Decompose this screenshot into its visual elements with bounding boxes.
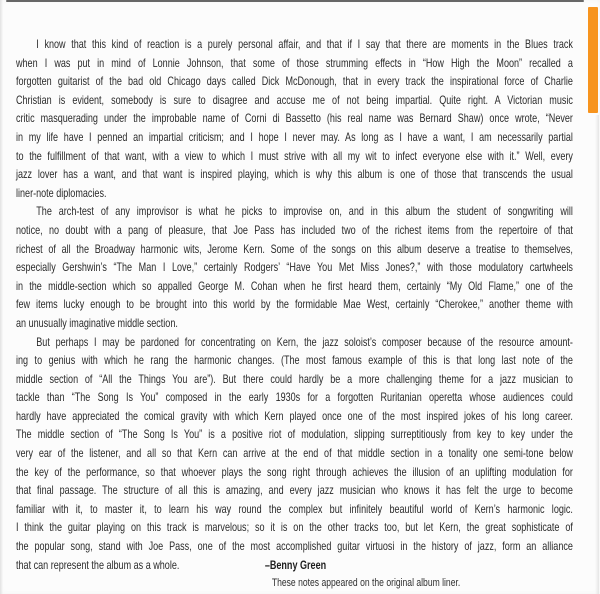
- text-line: that final passage. The structure of all this is amazing, and every jazz musician who knows it has felt the urge to become: [16, 484, 573, 498]
- text-line: The arch-test of any improvisor is what he picks to improvise on, and in this album the student of songwriting will: [36, 205, 573, 219]
- text-line: I know that this kind of reaction is a purely personal affair, and that if I say that there are moments in the Blues track: [36, 38, 573, 51]
- text-line: richest of all the Broadway harmonic wits, Jerome Kern. Some of the songs on this album deserve a treatise to themselves,: [16, 242, 573, 256]
- text-line: very ear of the listener, and all so that Kern can arrive at the end of that middle section in a tonality one semi-tone below: [16, 447, 573, 461]
- text-line: ing to genius with which he rang the harmonic changes. (The most famous example of this is that long last note of the: [16, 354, 573, 368]
- text-line: familiar with it, to master it, to learn his way round the complex but infinitely beautiful world of Kern’s harmonic logic.: [16, 502, 573, 516]
- text-line: in my life have I penned an impartial criticism; and I hope I never may. As long as I have a want, I am necessarily partial: [16, 130, 573, 144]
- text-line: critic masquerading under the improbable name of Corni di Bassetto (his real name was Bernard Shaw) once wrote, “Never: [16, 112, 573, 126]
- orange-accent-stripe: [588, 7, 598, 113]
- text-line: the key of the performance, so that whoever plays the song right through achieves the illusion of an uplifting modulation for: [16, 465, 573, 479]
- liner-notes-text: [16, 36, 573, 591]
- page-right-edge: [595, 115, 599, 594]
- text-line: liner-note diplomacies.: [16, 186, 107, 200]
- page-left-edge: [0, 0, 3, 594]
- text-line: especially Gershwin’s “The Man I Love,” certainly Rodgers’ “Have You Met Miss Jones?,” with those modulatory cartwheels: [16, 261, 573, 275]
- text-line: forgotten guitarist of the bad old Chicago days called Dick McDonough, that in every track the inspirational force of Charlie: [16, 75, 573, 89]
- text-line: I think the guitar playing on this track is marvelous; so it is on the other tracks too, but let Kern, the great sophisticate of: [16, 521, 573, 535]
- text-line: But perhaps I may be pardoned for concentrating on Kern, the jazz soloist’s composer because of the resource amount-: [36, 335, 573, 349]
- text-line: jazz lover has a want, and that want is inspired playing, which is why this album is one of those that transcends the usual: [16, 168, 573, 182]
- text-line: hardly have appreciated the comical gravity with which Kern played once one of the most inspired jokes of his long career.: [16, 409, 573, 423]
- text-line: an unusually imaginative middle section.: [16, 316, 178, 330]
- attribution-footnote: These notes appeared on the original album liner.: [271, 577, 461, 590]
- attribution-author: –Benny Green: [264, 558, 327, 572]
- text-line: notice, no doubt with a pang of pleasure, that Joe Pass has included two of the richest items from the repertoire of that: [16, 223, 573, 237]
- text-line: The middle section of “The Song Is You” is a positive riot of modulation, slipping surreptitiously from key to key under the: [16, 428, 573, 442]
- text-line: when I was put in mind of Lonnie Johnson, that some of those strumming effects in “How High the Moon” recalled a: [16, 56, 573, 70]
- text-line: middle section of “All the Things You are”). But there could hardly be a more challenging theme for a jazz musician to: [16, 372, 573, 386]
- page-top-edge-line: [6, 0, 584, 2]
- text-line: the popular song, stand with Joe Pass, one of the most accomplished guitar virtuosi in the history of jazz, form an alliance: [16, 540, 573, 554]
- paragraphs: [16, 36, 573, 575]
- text-line: to the fulfillment of that want, with a view to which I must strive with all my wit to infect everyone else with it.” Well, every: [16, 149, 573, 163]
- text-line: tackle than “The Song Is You” composed in the early 1930s for a forgotten Ruritanian operetta whose audiences could: [16, 391, 573, 405]
- text-line: Christian is evident, somebody is sure to disagree and accuse me of not being impartial. Quite right. A Victorian music: [16, 93, 573, 107]
- text-line: that can represent the album as a whole.: [16, 558, 180, 572]
- paragraph: [16, 334, 573, 576]
- paragraph: [16, 203, 573, 333]
- paragraph: [16, 36, 573, 203]
- text-line: in the middle-section which so appalled George M. Cohan when he first heard them, certainly “My Old Flame,” one of the: [16, 279, 573, 293]
- text-line: few items lucky enough to be brought into this world by the formidable Mae West, certainly “Cherokee,” another theme with: [16, 298, 573, 312]
